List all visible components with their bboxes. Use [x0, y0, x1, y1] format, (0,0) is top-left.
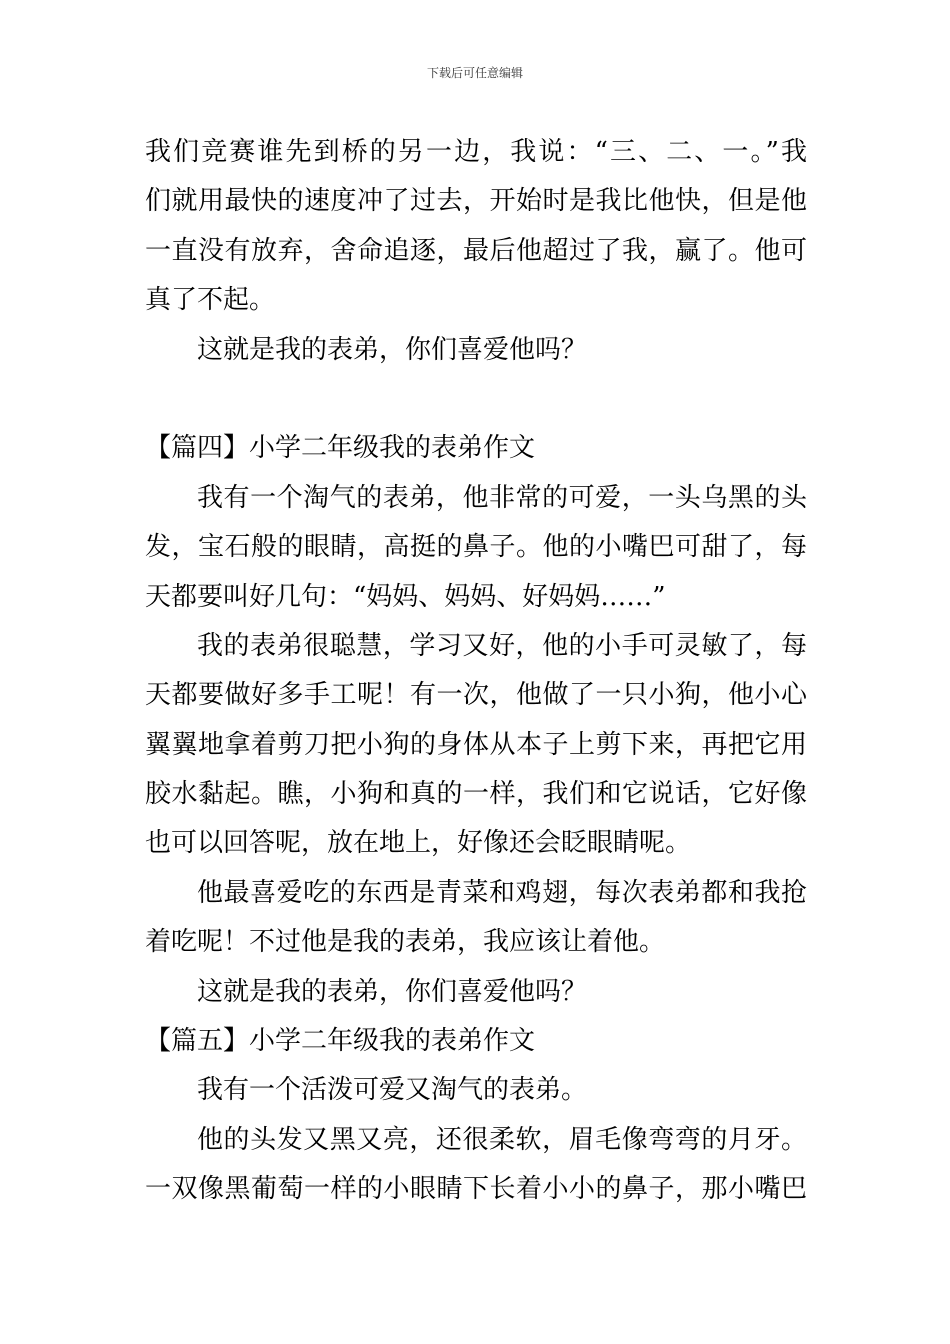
text-line: 天都要叫好几句：“妈妈、妈妈、好妈妈……” [145, 581, 666, 612]
text-line: 天都要做好多手工呢！有一次，他做了一只小狗，他小心 [145, 680, 807, 711]
text-line: 我有一个淘气的表弟，他非常的可爱，一头乌黑的头 [197, 482, 807, 513]
text-line: 真了不起。 [145, 285, 276, 316]
page-header: 下载后可任意编辑 [426, 66, 523, 80]
text-line: 我的表弟很聪慧，学习又好，他的小手可灵敏了，每 [197, 630, 807, 661]
text-line: 一直没有放弃，舍命追逐，最后他超过了我，赢了。他可 [145, 235, 807, 266]
text-line: 这就是我的表弟，你们喜爱他吗？ [197, 976, 588, 1007]
text-line: 我们竞赛谁先到桥的另一边，我说：“三、二、一。”我 [145, 137, 807, 167]
text-line: 们就用最快的速度冲了过去，开始时是我比他快，但是他 [145, 186, 807, 217]
section-heading: 【篇四】小学二年级我的表弟作文 [145, 433, 536, 464]
text-line: 也可以回答呢，放在地上，好像还会眨眼睛呢。 [145, 828, 692, 859]
text-line: 我有一个活泼可爱又淘气的表弟。 [197, 1075, 588, 1106]
section-heading: 【篇五】小学二年级我的表弟作文 [145, 1026, 536, 1057]
paragraph-gap [145, 375, 807, 424]
text-line: 他最喜爱吃的东西是青菜和鸡翅，每次表弟都和我抢 [197, 877, 807, 908]
text-line: 一双像黑葡萄一样的小眼睛下长着小小的鼻子，那小嘴巴 [145, 1174, 807, 1205]
text-line: 着吃呢！不过他是我的表弟，我应该让着他。 [145, 927, 666, 958]
text-line: 这就是我的表弟，你们喜爱他吗？ [197, 334, 588, 365]
text-line: 胶水黏起。瞧，小狗和真的一样，我们和它说话，它好像 [145, 779, 807, 810]
text-line: 发，宝石般的眼睛，高挺的鼻子。他的小嘴巴可甜了，每 [145, 532, 807, 563]
text-line: 他的头发又黑又亮，还很柔软，眉毛像弯弯的月牙。 [197, 1124, 807, 1155]
text-line: 翼翼地拿着剪刀把小狗的身体从本子上剪下来，再把它用 [145, 729, 807, 760]
document-body [145, 128, 807, 1215]
